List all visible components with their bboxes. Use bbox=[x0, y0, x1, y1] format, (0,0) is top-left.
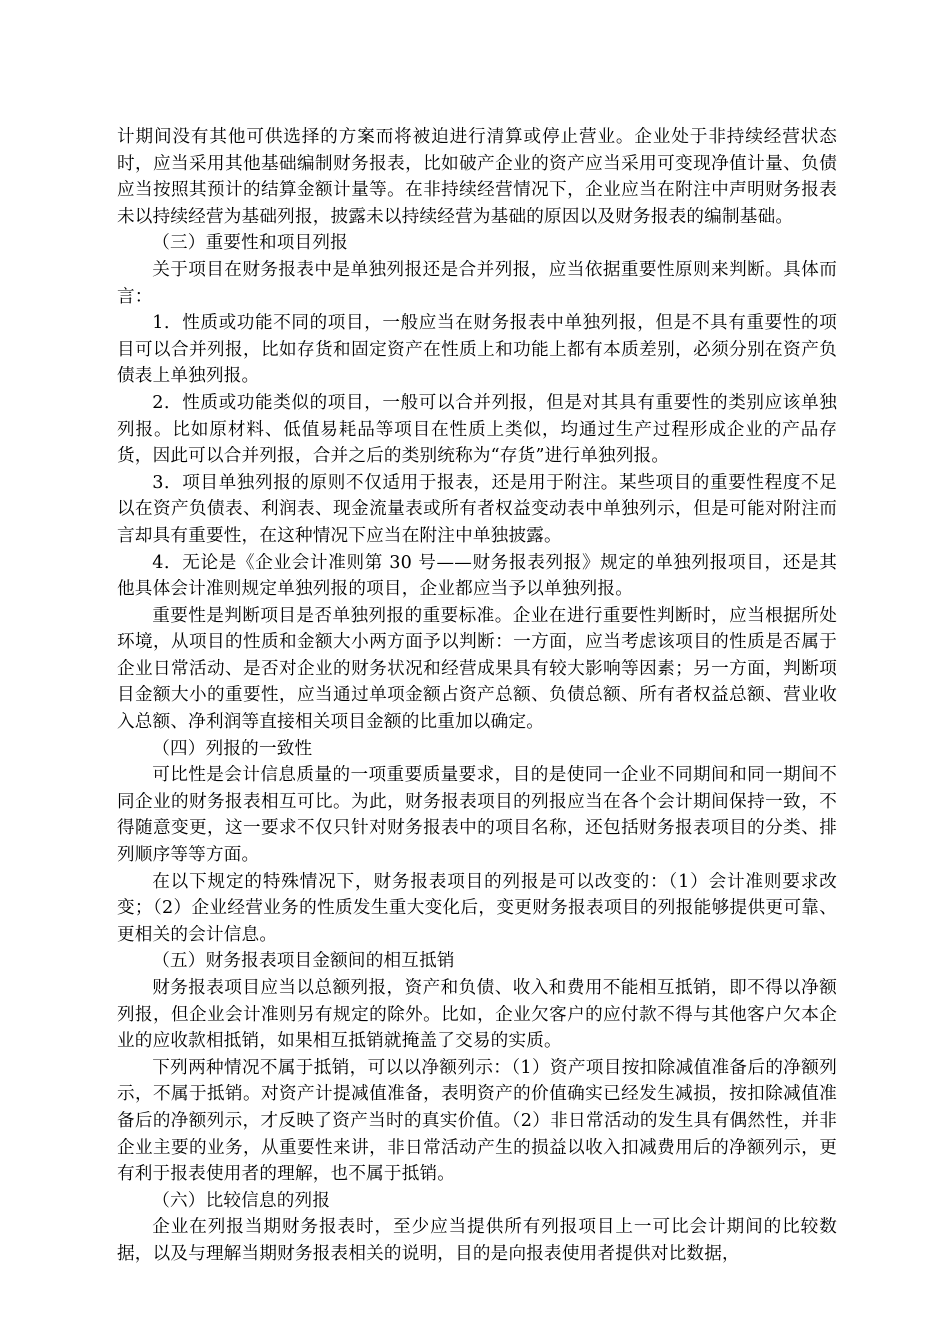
document-body bbox=[117, 124, 837, 1268]
section-heading-3: （三）重要性和项目列报 bbox=[152, 233, 348, 254]
paragraph: 企业在列报当期财务报表时，至少应当提供所有列报项目上一可比会计期间的比较数据，以及与理解当期财务报表相关的说明，目的是向报表使用者提供对比数据， bbox=[117, 1217, 837, 1264]
list-item-3: 3．项目单独列报的原则不仅适用于报表，还是用于附注。某些项目的重要性程度不足以在资产负债表、利润表、现金流量表或所有者权益变动表中单独列示，但是可能对附注而言却具有重要性，在这种情况下应当在附注中单独披露。 bbox=[117, 472, 837, 546]
list-item-1: 1．性质或功能不同的项目，一般应当在财务报表中单独列报，但是不具有重要性的项目可以合并列报，比如存货和固定资产在性质上和功能上都有本质差别，必须分别在资产负债表上单独列报。 bbox=[117, 313, 837, 387]
paragraph: 重要性是判断项目是否单独列报的重要标准。企业在进行重要性判断时，应当根据所处环境，从项目的性质和金额大小两方面予以判断：一方面，应当考虑该项目的性质是否属于企业日常活动、是否对企业的财务状况和经营成果具有较大影响等因素；另一方面，判断项目金额大小的重要性，应当通过单项金额占资产总额、负债总额、所有者权益总额、营业收入总额、净利润等直接相关项目金额的比重加以确定。 bbox=[117, 605, 837, 733]
paragraph: 关于项目在财务报表中是单独列报还是合并列报，应当依据重要性原则来判断。具体而言： bbox=[117, 259, 837, 307]
list-item-4: 4．无论是《企业会计准则第 30 号——财务报表列报》规定的单独列报项目，还是其他具体会计准则规定单独列报的项目，企业都应当予以单独列报。 bbox=[117, 552, 837, 600]
paragraph: 下列两种情况不属于抵销，可以以净额列示：（1）资产项目按扣除减值准备后的净额列示，不属于抵销。对资产计提减值准备，表明资产的价值确实已经发生减损，按扣除减值准备后的净额列示，才反映了资产当时的真实价值。（2）非日常活动的发生具有偶然性，并非企业主要的业务，从重要性来讲，非日常活动产生的损益以收入扣减费用后的净额列示，更有利于报表使用者的理解，也不属于抵销。 bbox=[117, 1057, 837, 1185]
paragraph: 财务报表项目应当以总额列报，资产和负债、收入和费用不能相互抵销，即不得以净额列报，但企业会计准则另有规定的除外。比如，企业欠客户的应付款不得与其他客户欠本企业的应收款相抵销，如果相互抵销就掩盖了交易的实质。 bbox=[117, 978, 837, 1052]
paragraph-continued: 计期间没有其他可供选择的方案而将被迫进行清算或停止营业。企业处于非持续经营状态时，应当采用其他基础编制财务报表，比如破产企业的资产应当采用可变现净值计量、负债应当按照其预计的结算金额计量等。在非持续经营情况下，企业应当在附注中声明财务报表未以持续经营为基础列报，披露未以持续经营为基础的原因以及财务报表的编制基础。 bbox=[117, 127, 837, 227]
section-heading-6: （六）比较信息的列报 bbox=[152, 1190, 331, 1211]
section-heading-4: （四）列报的一致性 bbox=[152, 738, 313, 759]
section-heading-5: （五）财务报表项目金额间的相互抵销 bbox=[152, 951, 455, 972]
paragraph: 可比性是会计信息质量的一项重要质量要求，目的是使同一企业不同期间和同一期间不同企业的财务报表相互可比。为此，财务报表项目的列报应当在各个会计期间保持一致，不得随意变更，这一要求不仅只针对财务报表中的项目名称，还包括财务报表项目的分类、排列顺序等等方面。 bbox=[117, 765, 837, 866]
paragraph: 在以下规定的特殊情况下，财务报表项目的列报是可以改变的：（1）会计准则要求改变；（2）企业经营业务的性质发生重大变化后，变更财务报表项目的列报能够提供更可靠、更相关的会计信息。 bbox=[117, 871, 837, 945]
list-item-2: 2．性质或功能类似的项目，一般可以合并列报，但是对其具有重要性的类别应该单独列报。比如原材料、低值易耗品等项目在性质上类似，均通过生产过程形成企业的产品存货，因此可以合并列报，合并之后的类别统称为“存货”进行单独列报。 bbox=[117, 392, 837, 467]
